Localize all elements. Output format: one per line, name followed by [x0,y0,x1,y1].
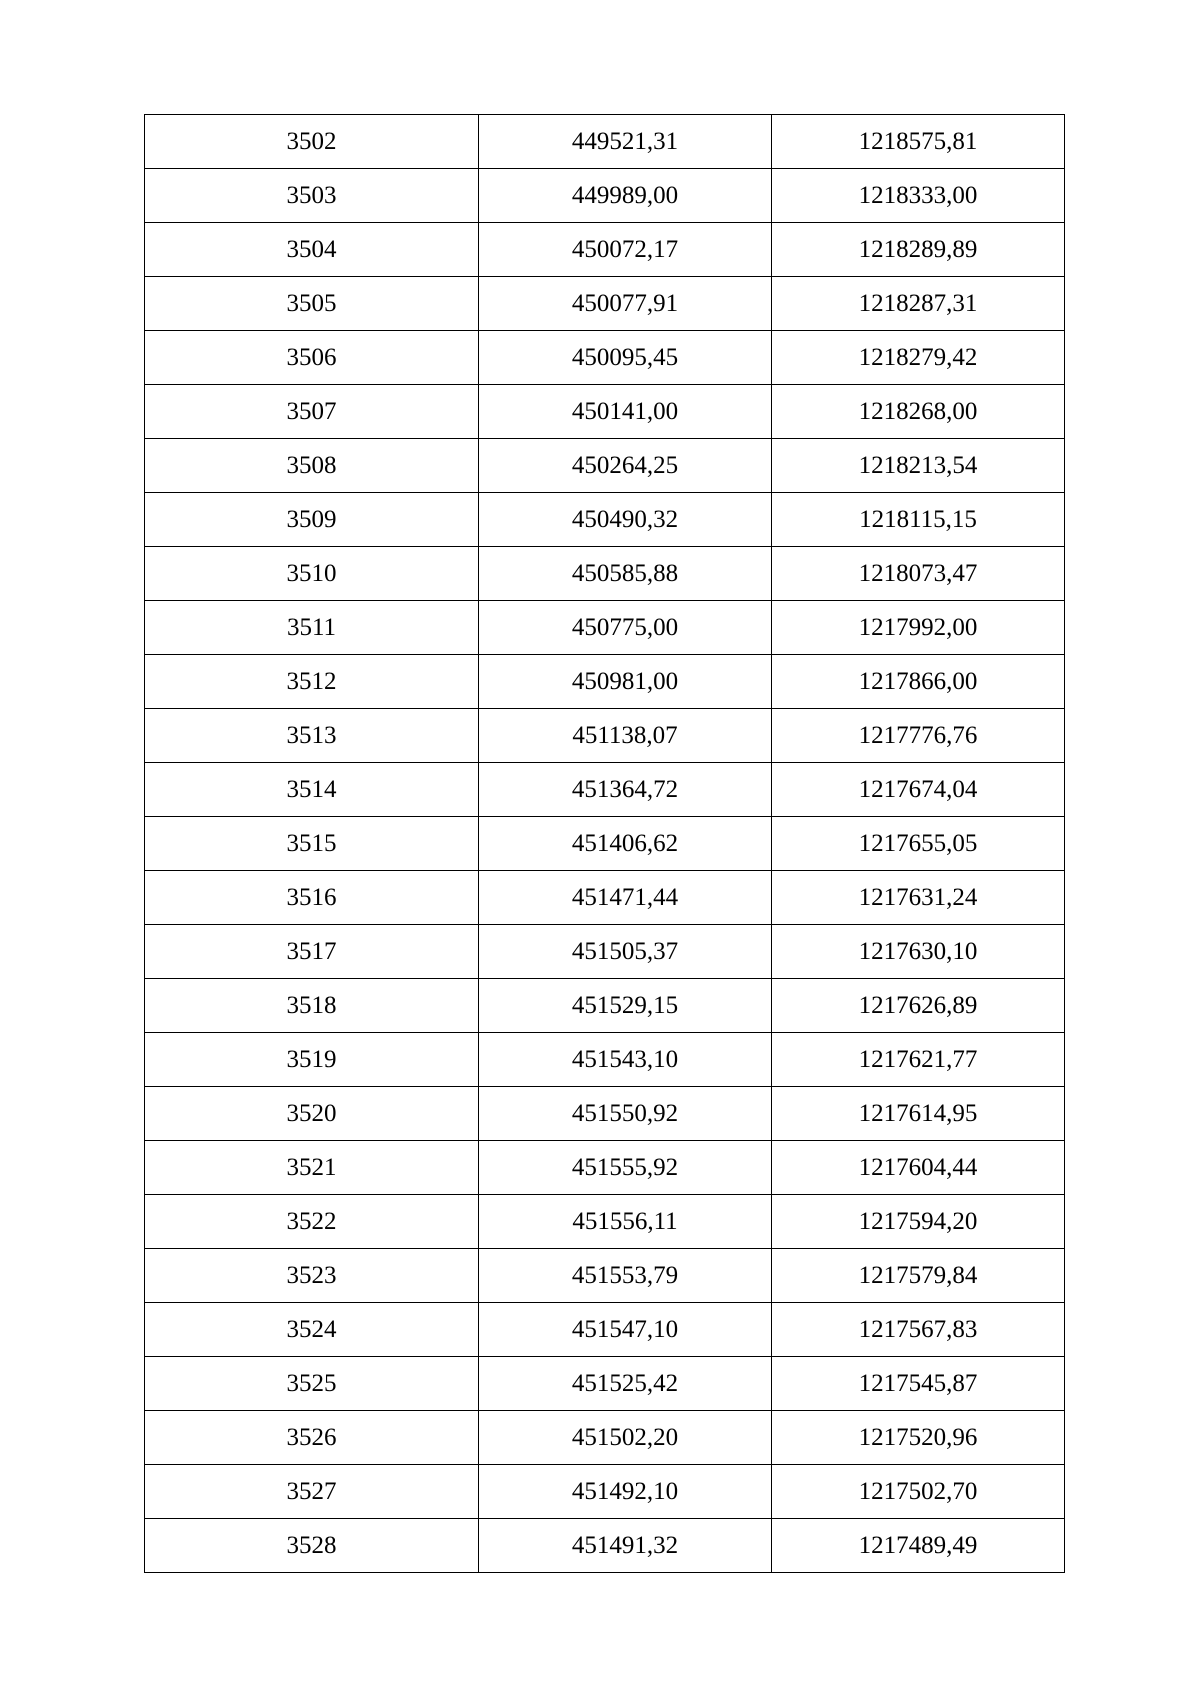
x-coordinate-cell: 451492,10 [479,1465,772,1519]
x-coordinate-cell: 451471,44 [479,871,772,925]
y-coordinate-cell: 1217545,87 [772,1357,1065,1411]
x-coordinate-cell: 450585,88 [479,547,772,601]
x-coordinate-cell: 449989,00 [479,169,772,223]
point-number-cell: 3503 [145,169,479,223]
x-coordinate-cell: 451406,62 [479,817,772,871]
y-coordinate-cell: 1218289,89 [772,223,1065,277]
x-coordinate-cell: 451529,15 [479,979,772,1033]
x-coordinate-cell: 451550,92 [479,1087,772,1141]
point-number-cell: 3524 [145,1303,479,1357]
y-coordinate-cell: 1218575,81 [772,115,1065,169]
table-row [145,331,1065,385]
point-number-cell: 3512 [145,655,479,709]
y-coordinate-cell: 1218287,31 [772,277,1065,331]
table-row [145,763,1065,817]
table-row [145,547,1065,601]
y-coordinate-cell: 1217674,04 [772,763,1065,817]
x-coordinate-cell: 450141,00 [479,385,772,439]
point-number-cell: 3509 [145,493,479,547]
coordinates-table [144,114,1065,1573]
x-coordinate-cell: 451553,79 [479,1249,772,1303]
table-row [145,439,1065,493]
table-row [145,115,1065,169]
table-row [145,1087,1065,1141]
point-number-cell: 3528 [145,1519,479,1573]
y-coordinate-cell: 1217626,89 [772,979,1065,1033]
y-coordinate-cell: 1217502,70 [772,1465,1065,1519]
y-coordinate-cell: 1218333,00 [772,169,1065,223]
table-row [145,277,1065,331]
point-number-cell: 3525 [145,1357,479,1411]
y-coordinate-cell: 1217567,83 [772,1303,1065,1357]
y-coordinate-cell: 1218279,42 [772,331,1065,385]
point-number-cell: 3502 [145,115,479,169]
x-coordinate-cell: 451547,10 [479,1303,772,1357]
table-row [145,223,1065,277]
x-coordinate-cell: 450095,45 [479,331,772,385]
x-coordinate-cell: 451505,37 [479,925,772,979]
y-coordinate-cell: 1217631,24 [772,871,1065,925]
point-number-cell: 3527 [145,1465,479,1519]
y-coordinate-cell: 1218213,54 [772,439,1065,493]
table-row [145,1141,1065,1195]
point-number-cell: 3514 [145,763,479,817]
point-number-cell: 3521 [145,1141,479,1195]
y-coordinate-cell: 1217520,96 [772,1411,1065,1465]
x-coordinate-cell: 450072,17 [479,223,772,277]
y-coordinate-cell: 1217992,00 [772,601,1065,655]
table-row [145,1195,1065,1249]
point-number-cell: 3520 [145,1087,479,1141]
y-coordinate-cell: 1217614,95 [772,1087,1065,1141]
y-coordinate-cell: 1217776,76 [772,709,1065,763]
y-coordinate-cell: 1217866,00 [772,655,1065,709]
point-number-cell: 3517 [145,925,479,979]
point-number-cell: 3519 [145,1033,479,1087]
table-row [145,871,1065,925]
x-coordinate-cell: 451138,07 [479,709,772,763]
x-coordinate-cell: 451525,42 [479,1357,772,1411]
x-coordinate-cell: 450077,91 [479,277,772,331]
table-row [145,925,1065,979]
y-coordinate-cell: 1217621,77 [772,1033,1065,1087]
point-number-cell: 3507 [145,385,479,439]
point-number-cell: 3505 [145,277,479,331]
point-number-cell: 3523 [145,1249,479,1303]
table-row [145,709,1065,763]
y-coordinate-cell: 1217594,20 [772,1195,1065,1249]
y-coordinate-cell: 1217489,49 [772,1519,1065,1573]
x-coordinate-cell: 450775,00 [479,601,772,655]
point-number-cell: 3504 [145,223,479,277]
table-row [145,817,1065,871]
x-coordinate-cell: 450981,00 [479,655,772,709]
table-row [145,1249,1065,1303]
point-number-cell: 3511 [145,601,479,655]
point-number-cell: 3510 [145,547,479,601]
table-row [145,1033,1065,1087]
table-row [145,1357,1065,1411]
y-coordinate-cell: 1217579,84 [772,1249,1065,1303]
table-row [145,1465,1065,1519]
table-row [145,655,1065,709]
point-number-cell: 3526 [145,1411,479,1465]
x-coordinate-cell: 451364,72 [479,763,772,817]
table-row [145,1303,1065,1357]
x-coordinate-cell: 450264,25 [479,439,772,493]
x-coordinate-cell: 451543,10 [479,1033,772,1087]
table-row [145,1519,1065,1573]
table-row [145,1411,1065,1465]
table-row [145,979,1065,1033]
table-row [145,169,1065,223]
y-coordinate-cell: 1218268,00 [772,385,1065,439]
point-number-cell: 3515 [145,817,479,871]
point-number-cell: 3508 [145,439,479,493]
point-number-cell: 3506 [145,331,479,385]
table-row [145,385,1065,439]
x-coordinate-cell: 451555,92 [479,1141,772,1195]
point-number-cell: 3522 [145,1195,479,1249]
point-number-cell: 3513 [145,709,479,763]
y-coordinate-cell: 1218115,15 [772,493,1065,547]
x-coordinate-cell: 451502,20 [479,1411,772,1465]
y-coordinate-cell: 1218073,47 [772,547,1065,601]
x-coordinate-cell: 450490,32 [479,493,772,547]
x-coordinate-cell: 451556,11 [479,1195,772,1249]
coordinates-table-body [145,115,1065,1573]
point-number-cell: 3518 [145,979,479,1033]
table-row [145,601,1065,655]
y-coordinate-cell: 1217630,10 [772,925,1065,979]
table-row [145,493,1065,547]
y-coordinate-cell: 1217604,44 [772,1141,1065,1195]
x-coordinate-cell: 451491,32 [479,1519,772,1573]
y-coordinate-cell: 1217655,05 [772,817,1065,871]
point-number-cell: 3516 [145,871,479,925]
x-coordinate-cell: 449521,31 [479,115,772,169]
